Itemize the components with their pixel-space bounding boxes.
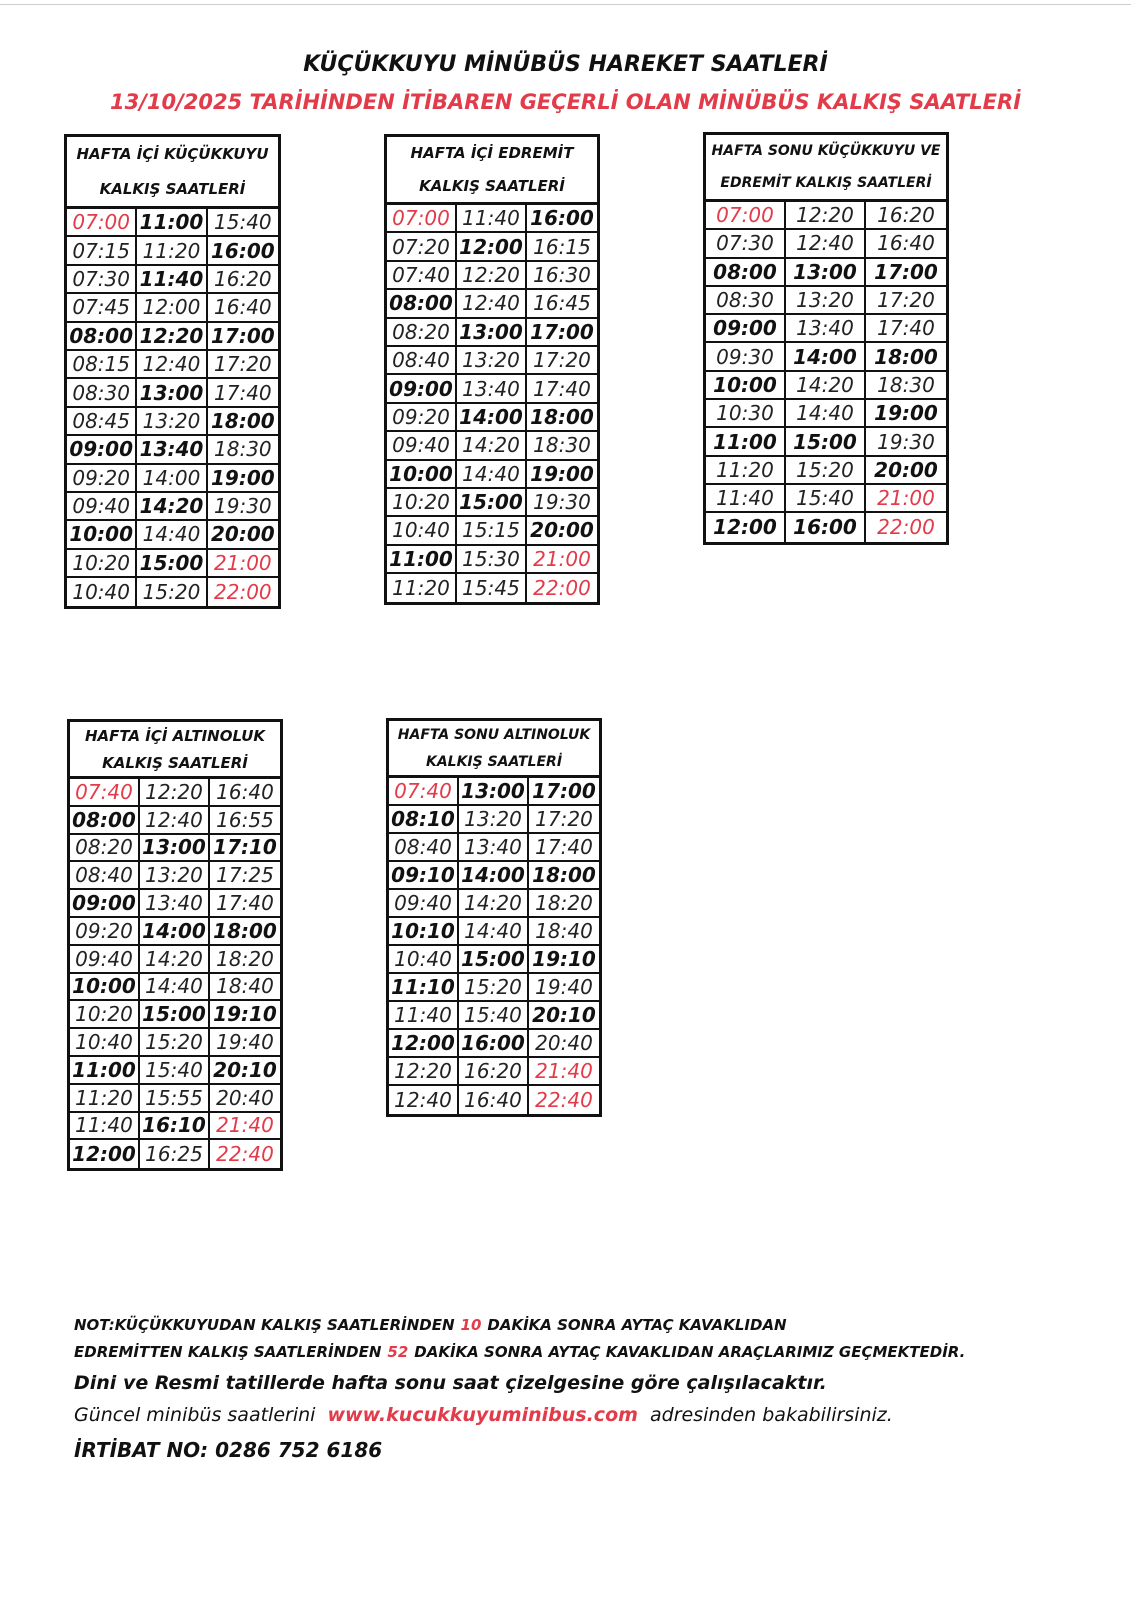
time-cell: 14:00 xyxy=(786,343,866,371)
note-kucukkuyu-offset xyxy=(74,1316,787,1334)
time-cell: 08:10 xyxy=(389,806,459,834)
time-cell: 08:30 xyxy=(706,287,786,315)
time-cell: 19:10 xyxy=(529,946,599,974)
table-title-line1: HAFTA İÇİ EDREMİT xyxy=(410,144,574,163)
time-cell: 17:40 xyxy=(527,375,597,403)
time-cell: 14:00 xyxy=(140,918,210,946)
time-cell: 19:40 xyxy=(210,1029,280,1057)
table-title-line2: KALKIŞ SAATLERİ xyxy=(102,753,248,772)
time-cell: 13:20 xyxy=(137,408,207,436)
time-cell: 13:20 xyxy=(459,806,529,834)
time-cell: 17:00 xyxy=(529,778,599,806)
time-cell: 20:00 xyxy=(866,457,946,485)
time-cell: 11:00 xyxy=(387,546,457,574)
time-cell: 15:15 xyxy=(457,517,527,545)
time-cell: 19:00 xyxy=(866,400,946,428)
time-cell: 16:00 xyxy=(459,1030,529,1058)
time-cell: 11:00 xyxy=(137,209,207,237)
table-title-line2: KALKIŞ SAATLERİ xyxy=(425,753,563,770)
table-title-line1: HAFTA SONU ALTINOLUK xyxy=(397,726,591,743)
time-cell: 16:45 xyxy=(527,290,597,318)
time-cell: 12:20 xyxy=(457,262,527,290)
time-cell: 09:00 xyxy=(706,315,786,343)
time-grid xyxy=(706,202,946,542)
time-cell: 09:00 xyxy=(387,375,457,403)
time-cell: 16:15 xyxy=(527,233,597,261)
time-cell: 12:40 xyxy=(140,807,210,835)
table-title-line2: KALKIŞ SAATLERİ xyxy=(419,176,565,195)
time-cell: 07:40 xyxy=(387,262,457,290)
time-cell: 10:00 xyxy=(387,461,457,489)
time-cell: 16:40 xyxy=(459,1086,529,1114)
time-cell: 17:00 xyxy=(208,323,278,351)
time-cell: 16:55 xyxy=(210,807,280,835)
time-cell: 16:00 xyxy=(786,513,866,541)
table-header xyxy=(70,722,280,779)
time-cell: 15:00 xyxy=(137,550,207,578)
time-cell: 21:00 xyxy=(527,546,597,574)
time-cell: 18:00 xyxy=(529,862,599,890)
time-cell: 16:20 xyxy=(459,1058,529,1086)
time-cell: 22:00 xyxy=(877,515,935,540)
table-header xyxy=(706,135,946,202)
time-cell: 18:00 xyxy=(866,343,946,371)
time-cell: 08:00 xyxy=(387,290,457,318)
note1-suffix: DAKİKA SONRA AYTAÇ KAVAKLIDAN xyxy=(487,1316,787,1334)
time-cell: 15:20 xyxy=(459,974,529,1002)
table-title-line1: HAFTA İÇİ ALTINOLUK xyxy=(84,726,266,745)
time-cell: 10:30 xyxy=(706,400,786,428)
time-cell: 08:20 xyxy=(70,835,140,863)
time-cell: 22:00 xyxy=(533,576,591,601)
time-cell: 15:55 xyxy=(140,1085,210,1113)
time-cell: 22:40 xyxy=(535,1088,593,1112)
time-cell: 14:20 xyxy=(459,890,529,918)
time-cell: 12:40 xyxy=(389,1086,459,1114)
weekend-kucukkuyu-edremit-table xyxy=(703,132,949,545)
time-cell: 14:20 xyxy=(137,493,207,521)
note2-prefix: EDREMİTTEN KALKIŞ SAATLERİNDEN xyxy=(74,1343,382,1361)
time-cell: 22:40 xyxy=(216,1142,274,1167)
time-cell: 14:20 xyxy=(457,432,527,460)
time-cell: 21:40 xyxy=(210,1113,280,1141)
time-cell: 10:40 xyxy=(387,517,457,545)
time-cell: 20:10 xyxy=(529,1002,599,1030)
page-title: KÜÇÜKKUYU MİNÜBÜS HAREKET SAATLERİ xyxy=(303,52,828,77)
time-cell: 14:40 xyxy=(459,918,529,946)
time-cell: 20:40 xyxy=(529,1030,599,1058)
time-cell: 08:15 xyxy=(67,351,137,379)
time-cell: 14:40 xyxy=(140,974,210,1002)
time-cell: 07:45 xyxy=(67,294,137,322)
time-cell: 13:20 xyxy=(457,347,527,375)
time-cell: 16:00 xyxy=(208,237,278,265)
time-grid xyxy=(67,209,278,606)
time-cell: 20:00 xyxy=(527,517,597,545)
weekend-altinoluk-table xyxy=(386,718,602,1117)
website-suffix: adresinden bakabilirsiniz. xyxy=(649,1404,893,1426)
time-cell: 13:00 xyxy=(140,835,210,863)
time-cell: 17:25 xyxy=(210,862,280,890)
time-cell: 10:20 xyxy=(67,550,137,578)
time-cell: 11:20 xyxy=(706,457,786,485)
time-cell: 07:00 xyxy=(67,209,137,237)
time-cell: 14:40 xyxy=(457,461,527,489)
time-cell: 17:00 xyxy=(527,319,597,347)
time-cell: 11:40 xyxy=(137,266,207,294)
time-cell: 12:00 xyxy=(70,1140,140,1168)
table-title-line1: HAFTA SONU KÜÇÜKKUYU VE xyxy=(711,143,941,159)
time-cell: 14:00 xyxy=(137,465,207,493)
time-cell: 09:30 xyxy=(706,343,786,371)
page-subtitle: 13/10/2025 TARİHİNDEN İTİBAREN GEÇERLİ OLAN MİNÜBÜS KALKIŞ SAATLERİ xyxy=(109,90,1022,114)
time-cell: 07:20 xyxy=(387,233,457,261)
time-cell: 15:40 xyxy=(208,209,278,237)
table-header xyxy=(67,137,278,209)
note1-minutes: 10 xyxy=(460,1316,482,1334)
time-cell: 13:00 xyxy=(137,379,207,407)
time-cell: 14:40 xyxy=(137,521,207,549)
time-cell: 11:20 xyxy=(137,237,207,265)
time-cell: 14:20 xyxy=(786,372,866,400)
table-header xyxy=(387,137,597,205)
time-grid xyxy=(387,205,597,602)
time-cell: 18:30 xyxy=(866,372,946,400)
time-cell: 14:00 xyxy=(457,404,527,432)
time-cell: 19:30 xyxy=(866,428,946,456)
time-cell: 08:40 xyxy=(389,834,459,862)
time-cell: 16:30 xyxy=(527,262,597,290)
time-cell: 12:00 xyxy=(457,233,527,261)
time-cell: 22:00 xyxy=(214,580,272,605)
time-cell: 08:20 xyxy=(387,319,457,347)
time-cell: 19:00 xyxy=(527,461,597,489)
time-cell: 12:00 xyxy=(706,513,786,541)
time-cell: 16:25 xyxy=(140,1140,210,1168)
time-grid xyxy=(389,778,599,1114)
time-cell: 10:10 xyxy=(389,918,459,946)
note-edremit-offset xyxy=(74,1343,965,1361)
time-cell: 08:40 xyxy=(387,347,457,375)
time-cell: 07:30 xyxy=(67,266,137,294)
top-scan-line xyxy=(0,4,1131,5)
time-cell: 09:40 xyxy=(387,432,457,460)
table-header xyxy=(389,721,599,778)
time-cell: 19:30 xyxy=(208,493,278,521)
time-cell: 12:40 xyxy=(457,290,527,318)
time-cell: 17:40 xyxy=(529,834,599,862)
holiday-note: Dini ve Resmi tatillerde hafta sonu saat çizelgesine göre çalışılacaktır. xyxy=(74,1372,827,1394)
time-cell: 10:20 xyxy=(387,489,457,517)
time-cell: 21:00 xyxy=(208,550,278,578)
time-cell: 18:00 xyxy=(208,408,278,436)
time-cell: 09:40 xyxy=(70,946,140,974)
time-cell: 10:40 xyxy=(389,946,459,974)
time-cell: 07:40 xyxy=(70,779,140,807)
time-cell: 17:10 xyxy=(210,835,280,863)
time-cell: 13:40 xyxy=(459,834,529,862)
time-cell: 07:15 xyxy=(67,237,137,265)
time-cell: 20:40 xyxy=(210,1085,280,1113)
time-cell: 13:00 xyxy=(457,319,527,347)
time-cell: 13:40 xyxy=(137,436,207,464)
time-cell: 10:00 xyxy=(67,521,137,549)
time-cell: 12:00 xyxy=(389,1030,459,1058)
time-cell: 09:40 xyxy=(389,890,459,918)
time-cell: 07:40 xyxy=(389,778,459,806)
time-cell: 20:00 xyxy=(208,521,278,549)
time-cell: 11:40 xyxy=(389,1002,459,1030)
time-cell: 15:20 xyxy=(137,578,207,606)
weekday-edremit-table xyxy=(384,134,600,605)
time-cell: 16:40 xyxy=(866,230,946,258)
time-cell: 07:30 xyxy=(706,230,786,258)
note2-minutes: 52 xyxy=(387,1343,409,1361)
time-cell: 12:20 xyxy=(786,202,866,230)
time-cell: 09:20 xyxy=(70,918,140,946)
time-cell: 12:20 xyxy=(137,323,207,351)
time-cell: 20:10 xyxy=(210,1057,280,1085)
time-cell: 12:40 xyxy=(137,351,207,379)
time-cell: 18:00 xyxy=(210,918,280,946)
time-cell: 15:40 xyxy=(459,1002,529,1030)
time-cell: 14:40 xyxy=(786,400,866,428)
contact-number: İRTİBAT NO: 0286 752 6186 xyxy=(74,1438,383,1462)
time-cell: 09:40 xyxy=(67,493,137,521)
time-cell: 18:00 xyxy=(527,404,597,432)
time-cell: 09:00 xyxy=(70,890,140,918)
note2-suffix: DAKİKA SONRA AYTAÇ KAVAKLIDAN ARAÇLARIMIZ GEÇMEKTEDİR. xyxy=(414,1343,966,1361)
time-cell: 17:40 xyxy=(210,890,280,918)
time-cell: 10:00 xyxy=(706,372,786,400)
time-cell: 13:20 xyxy=(786,287,866,315)
time-cell: 16:20 xyxy=(866,202,946,230)
time-cell: 16:40 xyxy=(208,294,278,322)
time-cell: 14:20 xyxy=(140,946,210,974)
time-cell: 17:20 xyxy=(527,347,597,375)
time-cell: 10:20 xyxy=(70,1001,140,1029)
time-cell: 09:10 xyxy=(389,862,459,890)
time-cell: 15:45 xyxy=(457,574,527,602)
time-cell: 16:40 xyxy=(210,779,280,807)
time-cell: 10:00 xyxy=(70,974,140,1002)
time-cell: 17:20 xyxy=(208,351,278,379)
time-cell: 15:40 xyxy=(140,1057,210,1085)
time-cell: 16:00 xyxy=(527,205,597,233)
time-cell: 15:00 xyxy=(786,428,866,456)
time-grid xyxy=(70,779,280,1168)
time-cell: 11:20 xyxy=(387,574,457,602)
time-cell: 19:00 xyxy=(208,465,278,493)
time-cell: 13:20 xyxy=(140,862,210,890)
table-title-line1: HAFTA İÇİ KÜÇÜKKUYU xyxy=(76,145,269,164)
time-cell: 17:40 xyxy=(208,379,278,407)
website-link[interactable]: www.kucukkuyuminibus.com xyxy=(327,1404,638,1426)
time-cell: 11:00 xyxy=(70,1057,140,1085)
time-cell: 16:10 xyxy=(140,1113,210,1141)
time-cell: 10:40 xyxy=(67,578,137,606)
time-cell: 15:20 xyxy=(786,457,866,485)
time-cell: 12:00 xyxy=(137,294,207,322)
time-cell: 15:40 xyxy=(786,485,866,513)
time-cell: 11:40 xyxy=(70,1113,140,1141)
time-cell: 07:00 xyxy=(387,205,457,233)
time-cell: 17:40 xyxy=(866,315,946,343)
table-title-line2: EDREMİT KALKIŞ SAATLERİ xyxy=(720,175,932,191)
time-cell: 11:10 xyxy=(389,974,459,1002)
time-cell: 10:40 xyxy=(70,1029,140,1057)
time-cell: 13:40 xyxy=(457,375,527,403)
time-cell: 09:00 xyxy=(67,436,137,464)
time-cell: 13:00 xyxy=(786,259,866,287)
time-cell: 08:40 xyxy=(70,862,140,890)
time-cell: 08:45 xyxy=(67,408,137,436)
time-cell: 08:00 xyxy=(67,323,137,351)
weekday-kucukkuyu-table xyxy=(64,134,281,609)
time-cell: 13:40 xyxy=(140,890,210,918)
time-cell: 18:20 xyxy=(210,946,280,974)
time-cell: 15:00 xyxy=(459,946,529,974)
time-cell: 19:30 xyxy=(527,489,597,517)
time-cell: 08:30 xyxy=(67,379,137,407)
time-cell: 11:40 xyxy=(457,205,527,233)
time-cell: 14:00 xyxy=(459,862,529,890)
time-cell: 13:00 xyxy=(459,778,529,806)
time-cell: 08:00 xyxy=(706,259,786,287)
time-cell: 12:20 xyxy=(389,1058,459,1086)
time-cell: 19:10 xyxy=(210,1001,280,1029)
time-cell: 15:30 xyxy=(457,546,527,574)
time-cell: 09:20 xyxy=(387,404,457,432)
website-prefix: Güncel minibüs saatlerini xyxy=(74,1404,316,1426)
time-cell: 18:20 xyxy=(529,890,599,918)
time-cell: 11:40 xyxy=(706,485,786,513)
time-cell: 18:30 xyxy=(208,436,278,464)
time-cell: 18:30 xyxy=(527,432,597,460)
time-cell: 18:40 xyxy=(529,918,599,946)
time-cell: 18:40 xyxy=(210,974,280,1002)
time-cell: 07:00 xyxy=(706,202,786,230)
time-cell: 11:00 xyxy=(706,428,786,456)
website-note xyxy=(74,1404,893,1426)
time-cell: 12:40 xyxy=(786,230,866,258)
table-title-line2: KALKIŞ SAATLERİ xyxy=(99,179,246,198)
note1-prefix: NOT:KÜÇÜKKUYUDAN KALKIŞ SAATLERİNDEN xyxy=(74,1316,455,1334)
time-cell: 08:00 xyxy=(70,807,140,835)
time-cell: 12:20 xyxy=(140,779,210,807)
time-cell: 17:20 xyxy=(529,806,599,834)
time-cell: 21:00 xyxy=(866,485,946,513)
time-cell: 13:40 xyxy=(786,315,866,343)
time-cell: 15:00 xyxy=(140,1001,210,1029)
time-cell: 17:20 xyxy=(866,287,946,315)
time-cell: 11:20 xyxy=(70,1085,140,1113)
time-cell: 17:00 xyxy=(866,259,946,287)
time-cell: 09:20 xyxy=(67,465,137,493)
time-cell: 16:20 xyxy=(208,266,278,294)
time-cell: 21:40 xyxy=(529,1058,599,1086)
time-cell: 15:20 xyxy=(140,1029,210,1057)
time-cell: 19:40 xyxy=(529,974,599,1002)
time-cell: 15:00 xyxy=(457,489,527,517)
weekday-altinoluk-table xyxy=(67,719,283,1171)
